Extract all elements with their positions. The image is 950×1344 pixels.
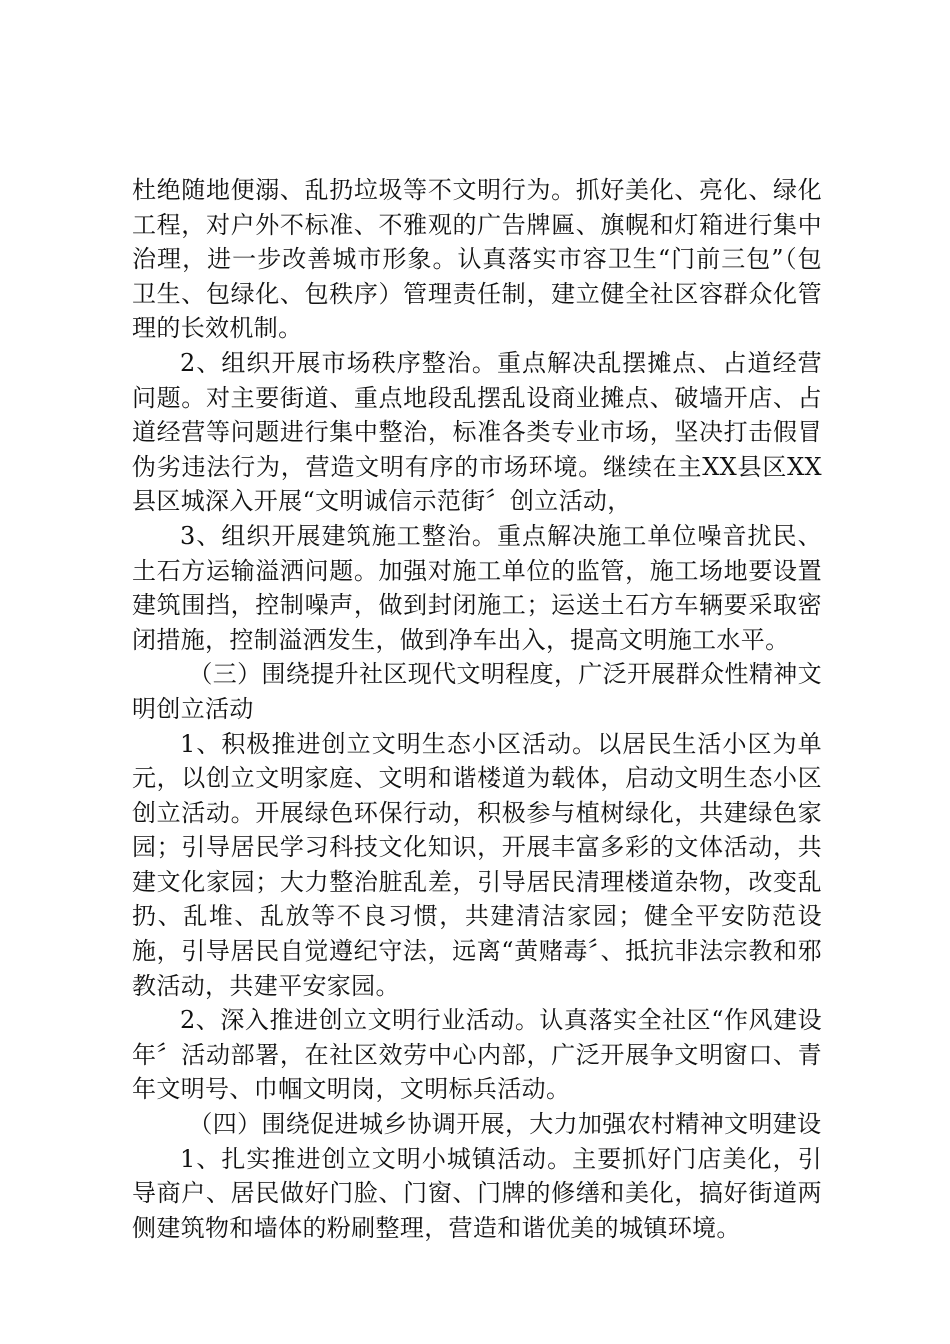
paragraph-construction: 3、组织开展建筑施工整治。重点解决施工单位噪音扰民、土石方运输溢洒问题。加强对施工单位的监管，施工场地要设置建筑围挡，控制噪声，做到封闭施工；运送土石方车辆要采取密闭措施，控制溢洒发生，做到净车出入，提高文明施工水平。: [132, 521, 822, 654]
section-heading-4: （四）围绕促进城乡协调开展，大力加强农村精神文明建设: [188, 1110, 822, 1139]
paragraph-civilized-industry: 2、深入推进创立文明行业活动。认真落实全社区“作风建设年〞活动部署，在社区效劳中心内部，广泛开展争文明窗口、青年文明号、巾帼文明岗，文明标兵活动。: [132, 1006, 822, 1104]
document-body: [132, 173, 822, 1245]
paragraph-small-town: 1、扎实推进创立文明小城镇活动。主要抓好门店美化，引导商户、居民做好门脸、门窗、门牌的修缮和美化，搞好街道两侧建筑物和墙体的粉刷整理，营造和谐优美的城镇环境。: [132, 1144, 822, 1242]
paragraph-eco-community: 1、积极推进创立文明生态小区活动。以居民生活小区为单元，以创立文明家庭、文明和谐楼道为载体，启动文明生态小区创立活动。开展绿色环保行动，积极参与植树绿化，共建绿色家园；引导居民学习科技文化知识，开展丰富多彩的文体活动，共建文化家园；大力整治脏乱差，引导居民清理楼道杂物，改变乱扔、乱堆、乱放等不良习惯，共建清洁家园；健全平安防范设施，引导居民自觉遵纪守法，远离“黄赌毒〞、抵抗非法宗教和邪教活动，共建平安家园。: [132, 729, 822, 1000]
paragraph-market-order: 2、组织开展市场秩序整治。重点解决乱摆摊点、占道经营问题。对主要街道、重点地段乱摆乱设商业摊点、破墙开店、占道经营等问题进行集中整治，标准各类专业市场，坚决打击假冒伪劣违法行为，营造文明有序的市场环境。继续在主XX县区XX县区城深入开展“文明诚信示范街〞创立活动，: [132, 348, 822, 516]
paragraph-continuation: 杜绝随地便溺、乱扔垃圾等不文明行为。抓好美化、亮化、绿化工程，对户外不标准、不雅观的广告牌匾、旗幌和灯箱进行集中治理，进一步改善城市形象。认真落实市容卫生“门前三包”（包卫生、包绿化、包秩序）管理责任制，建立健全社区容群众化管理的长效机制。: [132, 176, 822, 343]
section-heading-3: （三）围绕提升社区现代文明程度，广泛开展群众性精神文明创立活动: [132, 660, 822, 723]
